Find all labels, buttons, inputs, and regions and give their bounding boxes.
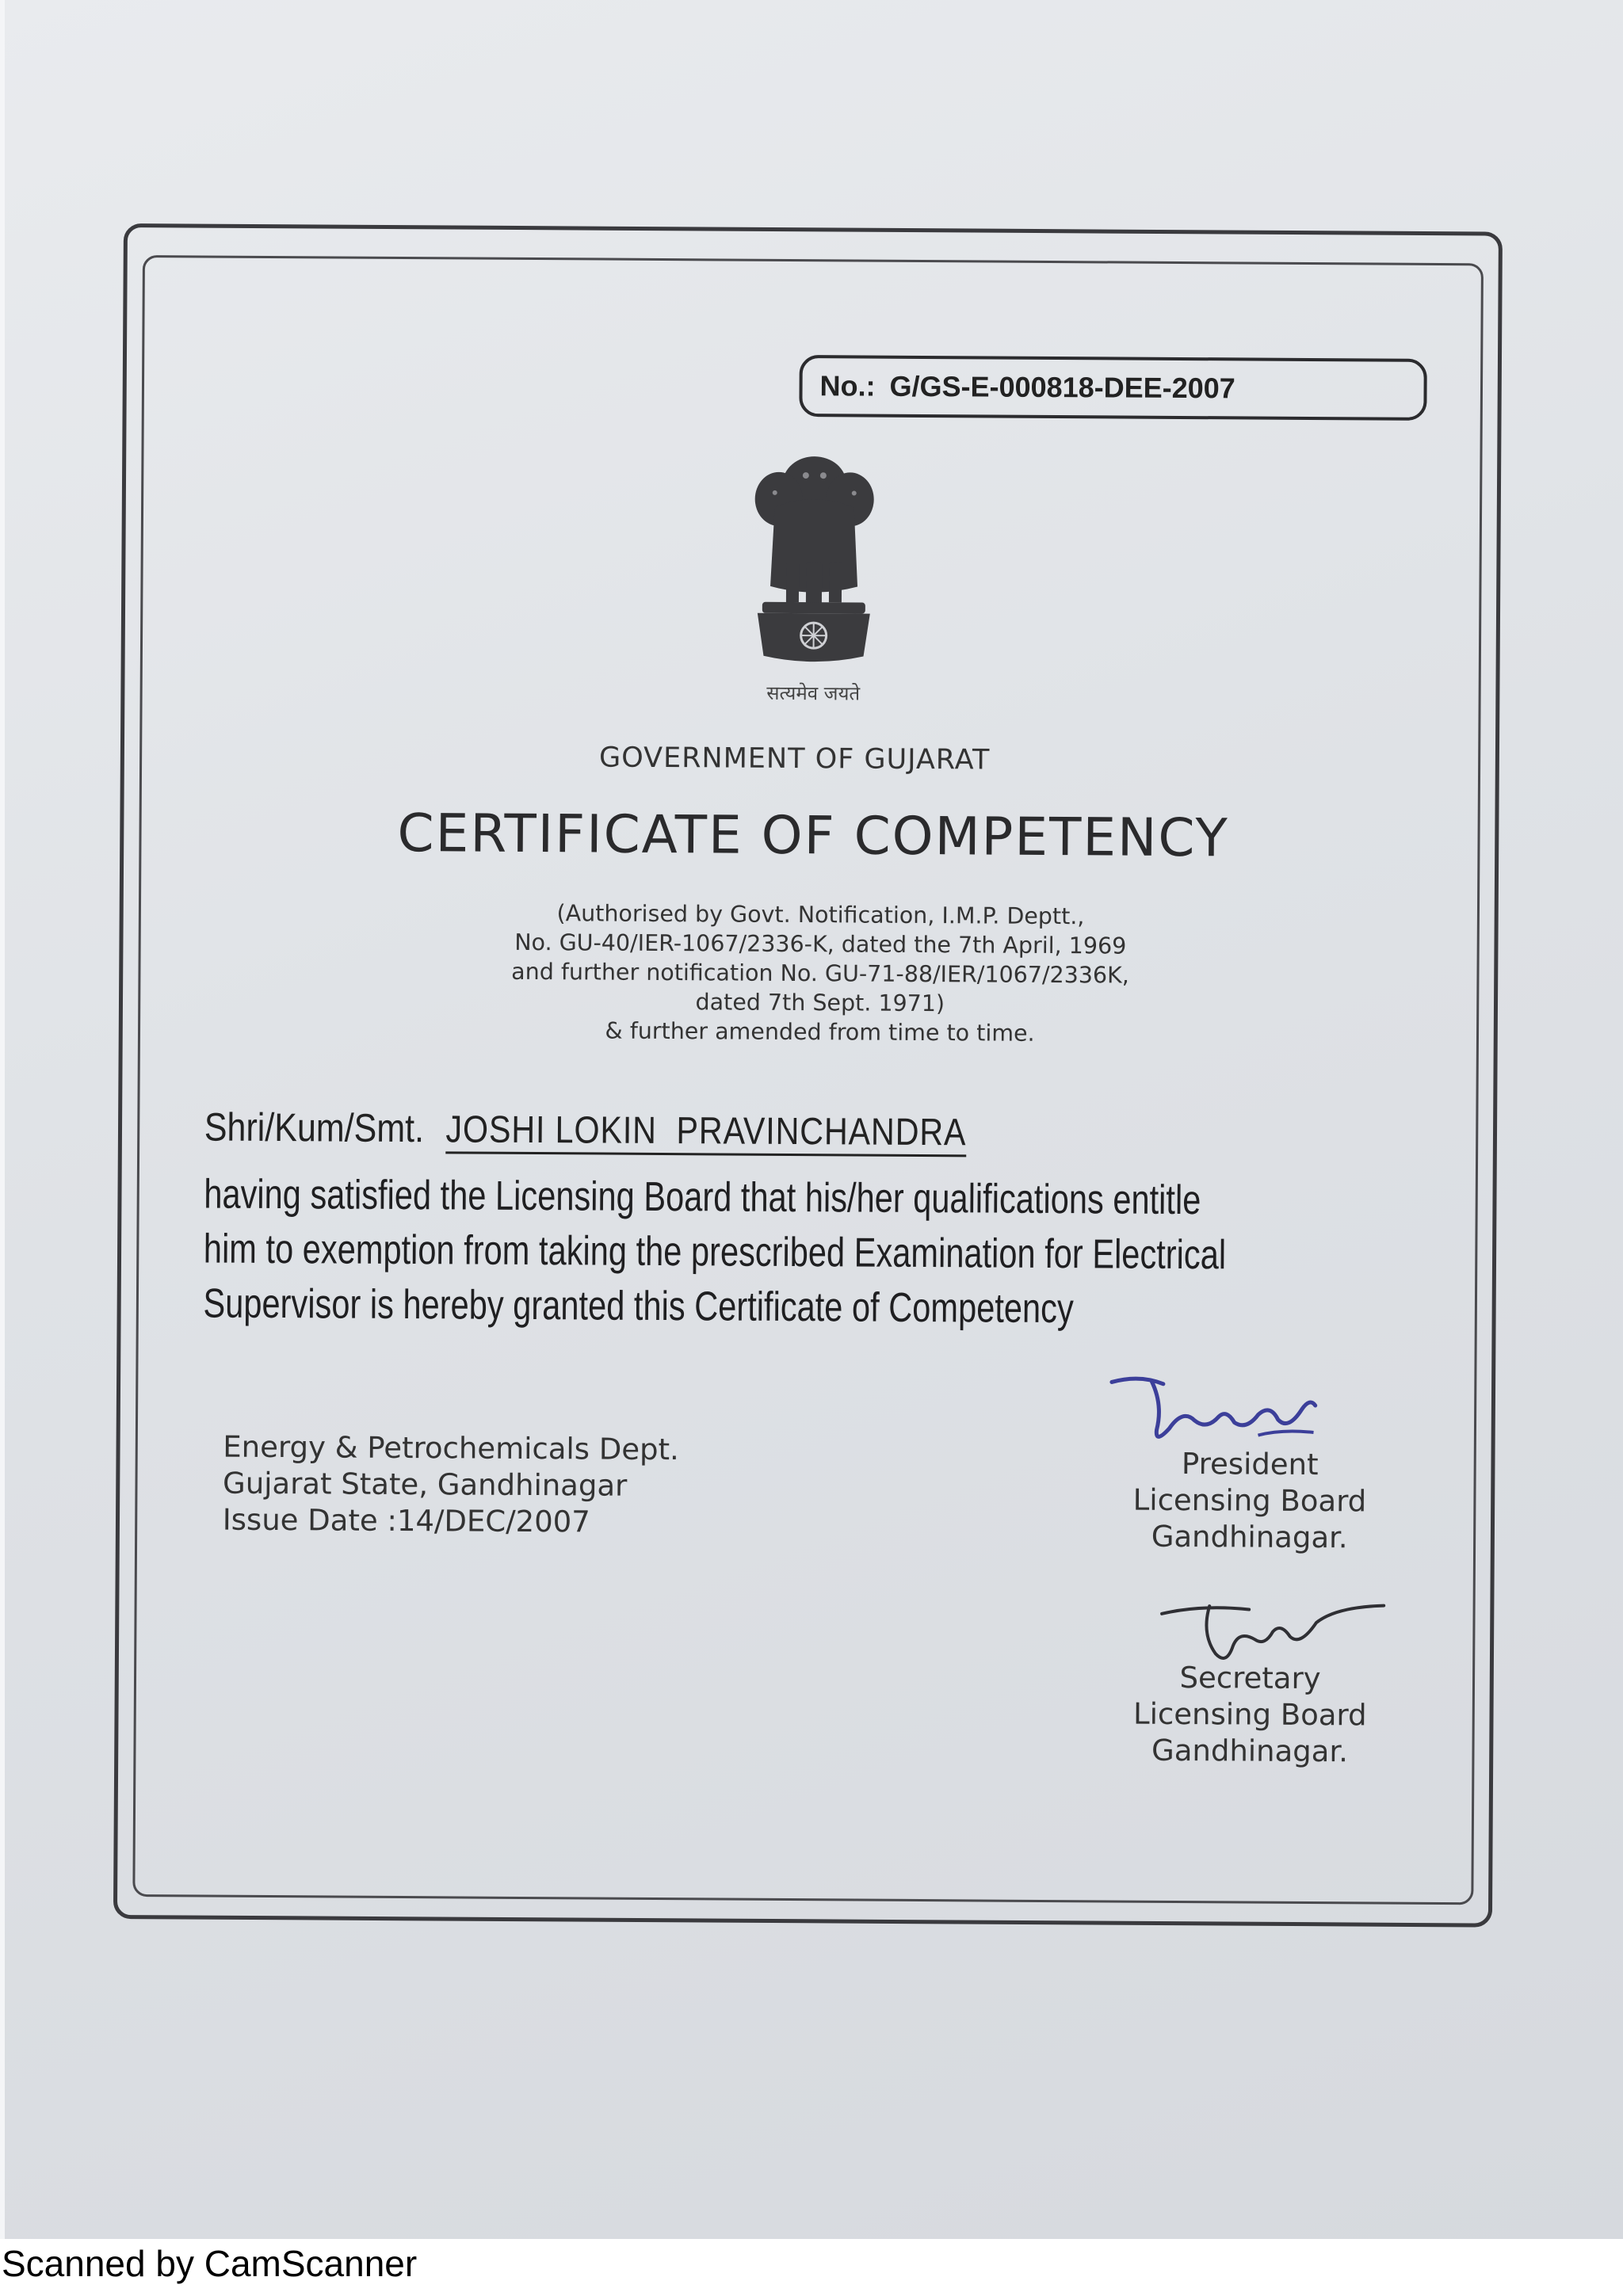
authority-line: No. GU-40/IER-1067/2336-K, dated the 7th April, 1969 xyxy=(514,929,1127,959)
secretary-signature xyxy=(1154,1590,1392,1671)
authority-notice xyxy=(1,895,1623,1052)
secretary-place: Gandhinagar. xyxy=(1151,1733,1349,1769)
certificate-number-box xyxy=(799,355,1426,421)
certificate-number-label: No.: xyxy=(819,369,876,402)
authority-line: & further amended from time to time. xyxy=(605,1017,1035,1047)
president-place: Gandhinagar. xyxy=(1151,1519,1348,1555)
holder-name: JOSHI LOKIN PRAVINCHANDRA xyxy=(445,1108,967,1154)
president-signatory xyxy=(1091,1445,1409,1556)
department-line: Gujarat State, Gandhinagar xyxy=(222,1466,628,1503)
holder-name-row xyxy=(204,1104,967,1154)
authority-line: and further notification No. GU-71-88/IER/1067/2336K, xyxy=(511,958,1129,989)
holder-prefix: Shri/Kum/Smt. xyxy=(204,1104,425,1151)
authority-line: (Authorised by Govt. Notification, I.M.P. Deptt., xyxy=(556,900,1085,930)
secretary-title: Secretary xyxy=(1179,1660,1321,1696)
body-line: him to exemption from taking the prescribed Examination for Electrical xyxy=(203,1226,1227,1279)
government-heading: GOVERNMENT OF GUJARAT xyxy=(598,742,991,776)
national-emblem-icon xyxy=(730,444,898,690)
body-line: Supervisor is hereby granted this Certificate of Competency xyxy=(203,1280,1074,1333)
scanner-credit: Scanned by CamScanner xyxy=(2,2243,418,2284)
certificate-body xyxy=(203,1167,1491,1339)
secretary-board: Licensing Board xyxy=(1132,1696,1367,1733)
emblem-motto: सत्यमेव जयते xyxy=(766,681,861,705)
president-board: Licensing Board xyxy=(1132,1482,1367,1519)
president-signature xyxy=(1107,1372,1338,1453)
body-line: having satisfied the Licensing Board that his/her qualifications entitle xyxy=(204,1171,1201,1224)
certificate-number-value: G/GS-E-000818-DEE-2007 xyxy=(889,369,1235,405)
department-line: Energy & Petrochemicals Dept. xyxy=(223,1429,679,1467)
issue-date: Issue Date :14/DEC/2007 xyxy=(222,1502,590,1539)
authority-line: dated 7th Sept. 1971) xyxy=(695,989,945,1017)
president-title: President xyxy=(1181,1447,1319,1482)
certificate-title: CERTIFICATE OF COMPETENCY xyxy=(397,802,1229,869)
issuing-department xyxy=(223,1429,679,1542)
secretary-signatory xyxy=(1091,1659,1409,1770)
